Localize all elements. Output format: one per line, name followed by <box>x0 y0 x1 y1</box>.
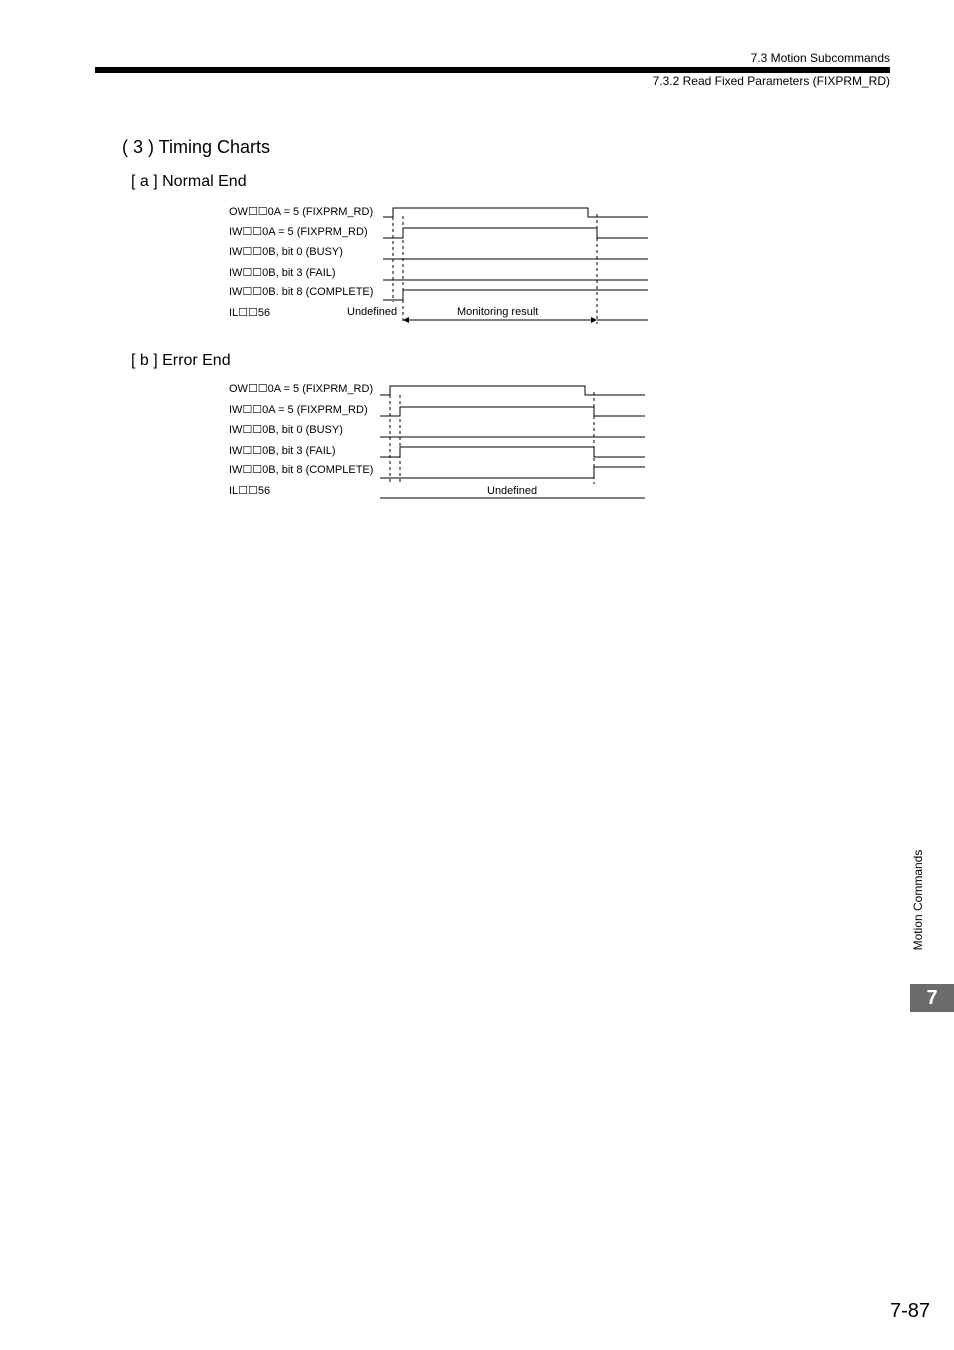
normal-complete-wave <box>383 290 648 300</box>
page-number: 7-87 <box>889 1300 930 1322</box>
normal-signal-label: IW☐☐0B, bit 3 (FAIL) <box>229 267 336 279</box>
normal-signal-label: OW☐☐0A = 5 (FIXPRM_RD) <box>229 206 374 218</box>
side-chapter-title-text: Motion Commands <box>911 849 925 951</box>
error-complete-wave <box>380 467 645 478</box>
header-subsection: 7.3.2 Read Fixed Parameters (FIXPRM_RD) <box>652 74 890 88</box>
normal-ow0a-wave <box>383 208 648 217</box>
error-signal-label: IW☐☐0B, bit 8 (COMPLETE) <box>229 464 374 476</box>
error-signal-label: OW☐☐0A = 5 (FIXPRM_RD) <box>229 383 374 395</box>
side-chapter-title <box>903 840 933 960</box>
error-undefined-label: Undefined <box>487 485 538 497</box>
heading-error-end: [ b ] Error End <box>131 352 231 369</box>
error-end-waveforms <box>380 386 645 498</box>
normal-signal-label: IW☐☐0B, bit 0 (BUSY) <box>229 246 343 258</box>
side-chapter-tab: 7 <box>910 984 954 1012</box>
normal-signal-label: IW☐☐0A = 5 (FIXPRM_RD) <box>229 226 368 238</box>
error-fail-wave <box>380 447 645 457</box>
normal-arrow-right <box>591 317 597 323</box>
heading-timing-charts: ( 3 ) Timing Charts <box>122 137 271 157</box>
error-signal-label: IL☐☐56 <box>229 485 271 497</box>
normal-signal-label: IW☐☐0B. bit 8 (COMPLETE) <box>229 286 374 298</box>
normal-undefined-label: Undefined <box>347 306 398 318</box>
error-signal-label: IW☐☐0B, bit 0 (BUSY) <box>229 424 343 436</box>
normal-monitoring-label: Monitoring result <box>457 306 539 318</box>
normal-arrow-left <box>403 317 409 323</box>
error-ow0a-wave <box>380 386 645 395</box>
error-signal-label: IW☐☐0B, bit 3 (FAIL) <box>229 445 336 457</box>
normal-signal-label: IL☐☐56 <box>229 307 271 319</box>
error-signal-label: IW☐☐0A = 5 (FIXPRM_RD) <box>229 404 368 416</box>
normal-end-waveforms <box>383 208 648 324</box>
normal-iw0a-wave <box>383 228 648 238</box>
header-section: 7.3 Motion Subcommands <box>750 51 890 65</box>
error-iw0a-wave <box>380 407 645 416</box>
heading-normal-end: [ a ] Normal End <box>131 173 247 190</box>
